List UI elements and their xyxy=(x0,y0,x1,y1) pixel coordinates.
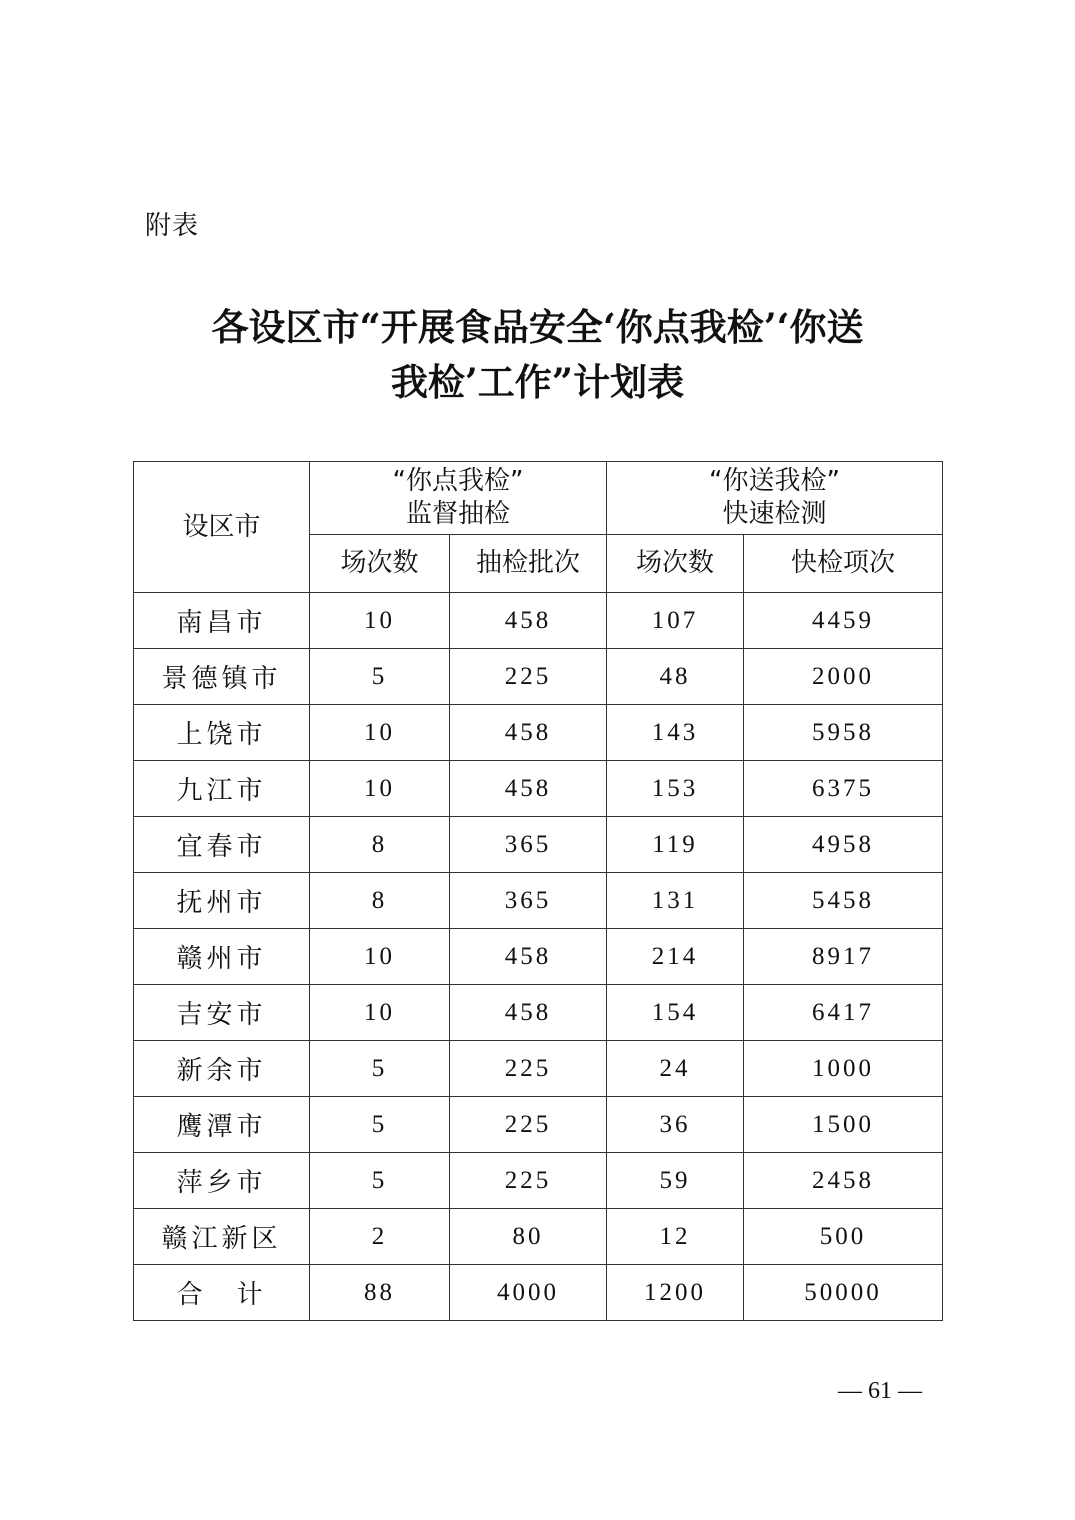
g1-sessions-cell: 5 xyxy=(310,649,450,705)
g1-batches-cell: 80 xyxy=(450,1209,607,1265)
city-cell: 抚州市 xyxy=(134,873,310,929)
total-g1-sessions-cell: 88 xyxy=(310,1265,450,1321)
g2-sessions-cell: 119 xyxy=(607,817,744,873)
city-cell: 新余市 xyxy=(134,1041,310,1097)
header-g1-batches: 抽检批次 xyxy=(450,535,607,593)
g1-batches-cell: 225 xyxy=(450,1153,607,1209)
table-row xyxy=(134,1041,943,1097)
g1-sessions-cell: 5 xyxy=(310,1097,450,1153)
table-row xyxy=(134,873,943,929)
city-cell: 宜春市 xyxy=(134,817,310,873)
g2-items-cell: 6417 xyxy=(744,985,943,1041)
city-cell: 南昌市 xyxy=(134,593,310,649)
total-label-cell: 合 计 xyxy=(134,1265,310,1321)
table-row xyxy=(134,929,943,985)
city-cell: 鹰潭市 xyxy=(134,1097,310,1153)
city-cell: 赣州市 xyxy=(134,929,310,985)
city-cell: 景德镇市 xyxy=(134,649,310,705)
g1-batches-cell: 458 xyxy=(450,761,607,817)
table-row xyxy=(134,1153,943,1209)
table-row xyxy=(134,593,943,649)
g2-items-cell: 4459 xyxy=(744,593,943,649)
table-total-row xyxy=(134,1265,943,1321)
document-title-line-2: 我检’工作”计划表 xyxy=(390,360,685,404)
header-g2-items: 快检项次 xyxy=(744,535,943,593)
table-row xyxy=(134,985,943,1041)
city-cell: 吉安市 xyxy=(134,985,310,1041)
table-row xyxy=(134,1097,943,1153)
g1-sessions-cell: 5 xyxy=(310,1153,450,1209)
table-row xyxy=(134,817,943,873)
g2-items-cell: 5958 xyxy=(744,705,943,761)
g1-batches-cell: 225 xyxy=(450,1041,607,1097)
g2-items-cell: 1500 xyxy=(744,1097,943,1153)
g1-batches-cell: 365 xyxy=(450,817,607,873)
g2-sessions-cell: 153 xyxy=(607,761,744,817)
table-header-row-1 xyxy=(134,462,943,535)
g2-sessions-cell: 12 xyxy=(607,1209,744,1265)
header-g1-sessions: 场次数 xyxy=(310,535,450,593)
header-group-order-check: “你点我检” 监督抽检 xyxy=(310,462,607,535)
g1-batches-cell: 458 xyxy=(450,985,607,1041)
g2-items-cell: 6375 xyxy=(744,761,943,817)
g1-sessions-cell: 5 xyxy=(310,1041,450,1097)
city-cell: 上饶市 xyxy=(134,705,310,761)
g2-items-cell: 500 xyxy=(744,1209,943,1265)
header-group-send-check: “你送我检” 快速检测 xyxy=(607,462,943,535)
table-row xyxy=(134,649,943,705)
total-g1-batches-cell: 4000 xyxy=(450,1265,607,1321)
g2-items-cell: 2458 xyxy=(744,1153,943,1209)
g1-sessions-cell: 10 xyxy=(310,593,450,649)
g1-sessions-cell: 10 xyxy=(310,985,450,1041)
header-city: 设区市 xyxy=(134,462,310,593)
g2-sessions-cell: 24 xyxy=(607,1041,744,1097)
g2-sessions-cell: 48 xyxy=(607,649,744,705)
g2-items-cell: 2000 xyxy=(744,649,943,705)
page-number: — 61 — xyxy=(838,1378,922,1404)
table-row xyxy=(134,1209,943,1265)
city-cell: 萍乡市 xyxy=(134,1153,310,1209)
g1-sessions-cell: 8 xyxy=(310,817,450,873)
table-row xyxy=(134,705,943,761)
g2-sessions-cell: 36 xyxy=(607,1097,744,1153)
g1-sessions-cell: 10 xyxy=(310,761,450,817)
g1-batches-cell: 225 xyxy=(450,1097,607,1153)
g2-items-cell: 5458 xyxy=(744,873,943,929)
g2-sessions-cell: 59 xyxy=(607,1153,744,1209)
document-title xyxy=(100,300,975,410)
g2-items-cell: 8917 xyxy=(744,929,943,985)
g1-sessions-cell: 10 xyxy=(310,705,450,761)
g1-sessions-cell: 2 xyxy=(310,1209,450,1265)
city-cell: 九江市 xyxy=(134,761,310,817)
g1-batches-cell: 225 xyxy=(450,649,607,705)
g2-sessions-cell: 143 xyxy=(607,705,744,761)
table-row xyxy=(134,761,943,817)
g1-batches-cell: 458 xyxy=(450,705,607,761)
attachment-label: 附表 xyxy=(145,211,200,241)
plan-table xyxy=(133,461,943,1321)
header-g2-sessions: 场次数 xyxy=(607,535,744,593)
g1-batches-cell: 458 xyxy=(450,929,607,985)
g2-items-cell: 4958 xyxy=(744,817,943,873)
g1-batches-cell: 458 xyxy=(450,593,607,649)
document-title-line-1: 各设区市“开展食品安全‘你点我检’‘你送 xyxy=(211,305,864,349)
g2-items-cell: 1000 xyxy=(744,1041,943,1097)
g1-sessions-cell: 10 xyxy=(310,929,450,985)
g1-batches-cell: 365 xyxy=(450,873,607,929)
g1-sessions-cell: 8 xyxy=(310,873,450,929)
g2-sessions-cell: 214 xyxy=(607,929,744,985)
city-cell: 赣江新区 xyxy=(134,1209,310,1265)
total-g2-sessions-cell: 1200 xyxy=(607,1265,744,1321)
g2-sessions-cell: 154 xyxy=(607,985,744,1041)
total-g2-items-cell: 50000 xyxy=(744,1265,943,1321)
g2-sessions-cell: 131 xyxy=(607,873,744,929)
g2-sessions-cell: 107 xyxy=(607,593,744,649)
